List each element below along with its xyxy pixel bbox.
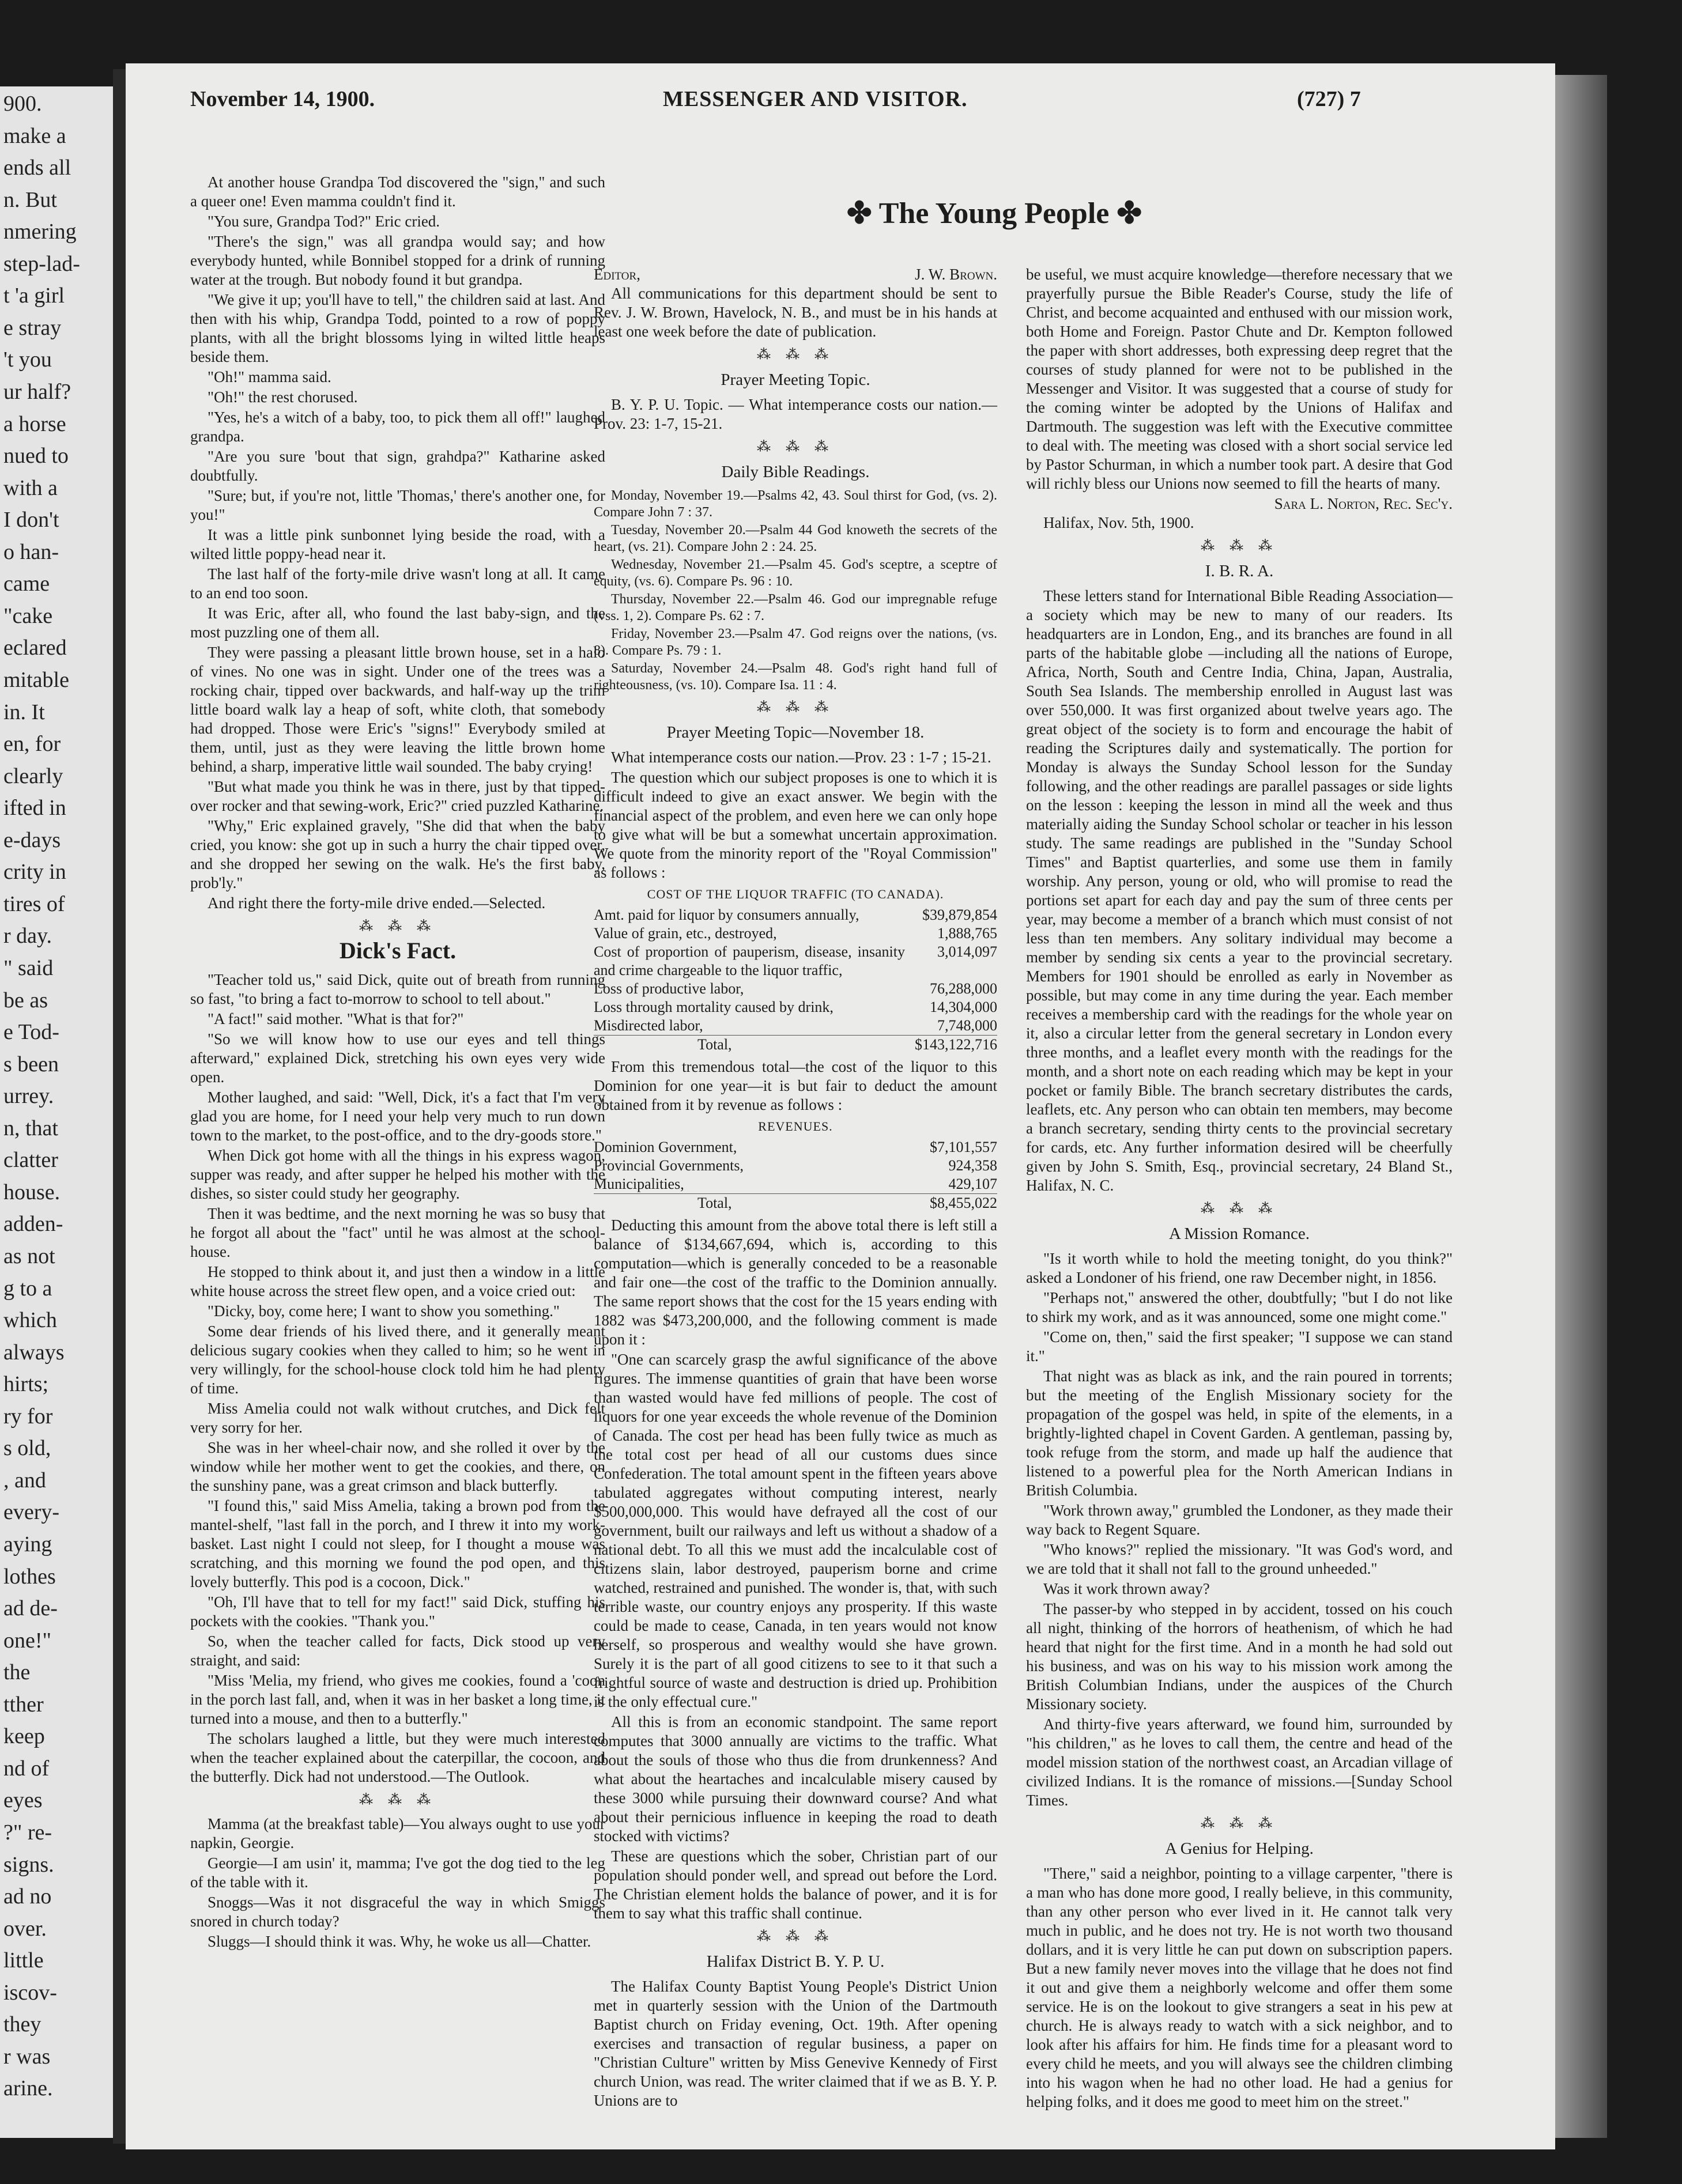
paragraph: "A fact!" said mother. "What is that for?" — [208, 1010, 464, 1027]
paragraph: Georgie—I am usin' it, mamma; I've got the dog tied to the leg of the table with it. — [190, 1854, 605, 1891]
editor-label: Editor, — [594, 266, 640, 283]
table-row-label: Provincial Governments, — [594, 1157, 744, 1174]
romance-title: A Mission Romance. — [1168, 1225, 1310, 1243]
ibra-title: I. B. R. A. — [1205, 562, 1274, 580]
left-page-text-fragment: n, that — [3, 1116, 58, 1140]
revenue-total-label: Total, — [697, 1195, 732, 1211]
paragraph: "There's the sign," was all grandpa would say; and how everybody hunted, while Bonnibel stopped for a drink of running water at the trough. But nobody found it but grandpa. — [190, 233, 605, 288]
paragraph: Wednesday, November 21.—Psalm 45. God's sceptre, a sceptre of equity, (vs. 6). Compare Ps. 96 : 10. — [594, 557, 997, 589]
paragraph: "So we will know how to use our eyes and tell things afterward," explained Dick, stretching his own eyes very wide open. — [190, 1030, 605, 1086]
paragraph: The scholars laughed a little, but they were much interested when the teacher explained about the caterpillar, the cocoon, and the butterfly. Dick had not understood.—The Outlook. — [190, 1730, 605, 1785]
header-title: MESSENGER AND VISITOR. — [663, 87, 968, 111]
ibra-paragraph: These letters stand for International Bible Reading Association—a society which may be new to many of our readers. Its headquarters are in London, Eng., and its branches are found in all parts of the habitable globe —including all the nations of Europe, Africa, North, South and Centre India, China, Japan, Australia, South Sea Islands. The membership enrolled in August last was over 550,000. It was first organized about twelve years ago. The great object of the society is to form and encourage the habit of reading the Scriptures daily and systematically. The portion for Monday is always the Sunday School lesson for the Sunday following, and the other readings are parallel passages or side lights on the lesson : keeping the lesson in mind all the week and thus materially aiding the Sunday School scholar or teacher in his lesson study. The same readings are published in the "Sunday School Times" and Baptist quarterlies, and some use them in family worship. Any person, young or old, who will promise to read the portions set apart for each day and pay the sum of three cents per year, may become a member of a branch which must consist of not less than ten members. Any solitary individual may become a member by sending six cents a year to the provincial secretary. Members for 1901 should be enrolled as early in November as possible, but may come in any time during the year. Each member receives a membership card with the readings for the whole year on it, also a circular letter from the general secretary in London every three months, and a leaflet every month with the readings for the month, and a short note on each reading which may be kept in your pocket or family Bible. The branch secretary distributes the cards, leaflets, etc. Any person who can obtain ten members, may become a branch secretary, sending thirty cents to the provincial secretary for cards, etc. Any further information desired will be cheerfully given by John S. Smith, Esq., provincial secretary, 24 Bland St., Halifax, N. C. — [1026, 587, 1453, 1194]
left-page-text-fragment: every- — [3, 1500, 60, 1524]
header-page-number: (727) 7 — [1297, 87, 1361, 111]
paragraph: It was a little pink sunbonnet lying beside the road, with a wilted little poppy-head near it. — [190, 526, 605, 562]
table-row-label: Municipalities, — [594, 1176, 684, 1192]
paragraph: She was in her wheel-chair now, and she rolled it over by the window while her mother went to get the cookies, and there, on the sunshiny pane, was a great crimson and black butterfly. — [190, 1439, 605, 1494]
left-page-text-fragment: nmering — [3, 220, 77, 244]
left-page-text-fragment: e-days — [3, 828, 61, 852]
section-title-text: The Young People — [878, 197, 1110, 230]
section-ornament: ⁂ ⁂ ⁂ — [1201, 539, 1278, 554]
table-row — [594, 1017, 997, 1035]
genius-title: A Genius for Helping. — [1165, 1839, 1314, 1858]
left-page-text-fragment: t 'a girl — [3, 284, 65, 308]
page-edge-shadow — [1555, 75, 1607, 2138]
table-row-value: 7,748,000 — [937, 1017, 997, 1034]
left-page-text-fragment: over. — [3, 1917, 47, 1941]
left-page-text-fragment: always — [3, 1340, 65, 1365]
left-page-text-fragment: ?" re- — [3, 1820, 52, 1845]
table-row-label: Loss of productive labor, — [594, 980, 744, 997]
paragraph: "Work thrown away," grumbled the Londoner, as they made their way back to Regent Square. — [1026, 1502, 1453, 1538]
table-row-label: Amt. paid for liquor by consumers annually, — [594, 906, 859, 923]
table-row — [594, 906, 997, 924]
topic-discussion — [594, 1216, 997, 1923]
table-row-value: $39,879,854 — [922, 906, 997, 923]
table-row-value: 14,304,000 — [930, 999, 997, 1015]
paragraph: "Who knows?" replied the missionary. "It was God's word, and we are told that it shall not fall to the ground unheeded." — [1026, 1541, 1453, 1577]
paragraph: "Is it worth while to hold the meeting tonight, do you think?" asked a Londoner of his friend, one raw December night, in 1856. — [1026, 1250, 1453, 1286]
romance-story — [1026, 1249, 1453, 1810]
left-page-text-fragment: clatter — [3, 1148, 58, 1172]
paragraph: The passer-by who stepped in by accident, tossed on his couch all night, thinking of the horrors of heathenism, of which he had heard that night for the first time. And in a month he had sold out his business, and was on his way to his mission work among the British Columbian Indians, under the auspices of the Church Missionary society. — [1026, 1600, 1453, 1713]
left-page-text-fragment: en, for — [3, 732, 61, 756]
paragraph: It was Eric, after all, who found the last baby-sign, and the most puzzling one of them all. — [190, 604, 605, 641]
column-3 — [1026, 265, 1453, 2113]
section-ornament: ⁂ ⁂ ⁂ — [757, 700, 834, 715]
story-title-dicks-fact: Dick's Fact. — [339, 938, 457, 963]
paragraph: "Why," Eric explained gravely, "She did that when the baby cried, you know: she got up in such a hurry the chair tipped over, and she dropped her sewing on the walk. He's the first baby, prob'ly." — [190, 817, 605, 891]
section-ornament: ⁂ ⁂ ⁂ — [757, 347, 834, 362]
table-row — [594, 943, 997, 980]
left-page-text-fragment: 't you — [3, 347, 52, 372]
left-page-text-fragment: s been — [3, 1052, 59, 1076]
cost-total-value: $143,122,716 — [915, 1036, 997, 1053]
cost-table — [594, 906, 997, 1035]
paragraph: The question which our subject proposes is one to which it is difficult indeed to give an exact answer. We begin with the financial aspect of the problem, and even here we can only hope to give what will be but a somewhat uncertain approximation. We quote from the minority report of the "Royal Commission" as follows : — [594, 769, 997, 881]
left-page-text-fragment: house. — [3, 1180, 61, 1204]
left-page-text-fragment: a horse — [3, 412, 66, 436]
revenue-intro: From this tremendous total—the cost of the liquor to this Dominion for one year—it is but fair to deduct the amount obtained from it by revenue as follows : — [594, 1058, 997, 1113]
left-page-text-fragment: keep — [3, 1724, 45, 1748]
paragraph: Tuesday, November 20.—Psalm 44 God knoweth the secrets of the heart, (vs. 21). Compare John 2 : 24. 25. — [594, 523, 997, 554]
paragraph: Then it was bedtime, and the next morning he was so busy that he forgot all about the "fact" until he was almost at the school-house. — [190, 1205, 605, 1260]
left-page-text-fragment: I don't — [3, 508, 59, 532]
jokes-section — [190, 1815, 605, 1951]
paragraph: Some dear friends of his lived there, and it generally meant delicious sugary cookies when they called to him; so he went in very willingly, for the school-house clock told him he had plenty of time. — [190, 1323, 605, 1397]
paragraph: What intemperance costs our nation.—Prov. 23 : 1-7 ; 15-21. — [611, 749, 991, 766]
halifax-title: Halifax District B. Y. P. U. — [706, 1952, 885, 1971]
left-page-text-fragment: make a — [3, 124, 66, 148]
left-page-text-fragment: which — [3, 1308, 57, 1332]
column-1 — [190, 173, 605, 1952]
left-page-text-fragment: arine. — [3, 2076, 53, 2100]
daily-readings-list — [594, 488, 997, 694]
left-page-text-fragment: e stray — [3, 316, 62, 340]
left-page-text-fragment: crity in — [3, 860, 66, 884]
left-page-text-fragment: the — [3, 1660, 31, 1684]
left-page-text-fragment: aying — [3, 1532, 52, 1556]
left-page-text-fragment: adden- — [3, 1212, 63, 1236]
paragraph: They were passing a pleasant little brown house, set in a halo of vines. No one was in sight. Under one of the trees was a rocking chair, tipped over backwards, and half-way up the trim little board walk lay a heap of soft, white cloth, that somebody had dropped. Those were Eric's "signs!" Everybody smiled at them, until, just as they were leaving the little brown home behind, a sharp, imperative little wail sounded. The baby crying! — [190, 644, 605, 775]
paragraph: That night was as black as ink, and the rain poured in torrents; but the meeting of the English Missionary society for the propagation of the gospel was held, in spite of the elements, in a brightly-lighted chapel in Covent Garden. A gentleman, passing by, took refuge from the storm, and made up half the audience that listened to a powerful plea for the North American Indians in British Columbia. — [1026, 1367, 1453, 1499]
prayer-topic-text: B. Y. P. U. Topic. — What intemperance costs our nation.—Prov. 23: 1-7, 15-21. — [594, 396, 997, 432]
paragraph: "I found this," said Miss Amelia, taking a brown pod from the mantel-shelf, "last fall in the porch, and I threw it into my work-basket. Last night I could not sleep, for I thought a mouse was scratching, and this morning we found the pod open, and this lovely butterfly. This pod is a cocoon, Dick." — [190, 1497, 605, 1590]
left-page-text-fragment: be as — [3, 988, 48, 1012]
table-row-label: Dominion Government, — [594, 1139, 737, 1155]
intro-paragraph: All communications for this department should be sent to Rev. J. W. Brown, Havelock, N. B., and must be in his hands at least one week before the date of publication. — [594, 285, 997, 340]
left-page-text-fragment: with a — [3, 476, 58, 500]
left-page-text-fragment: little — [3, 1948, 44, 1973]
table-row-value: 76,288,000 — [930, 980, 997, 997]
left-page-text-fragment: iscov- — [3, 1981, 57, 2005]
column-2 — [594, 265, 997, 2111]
left-page-text-fragment: hirts; — [3, 1372, 49, 1396]
paragraph: These are questions which the sober, Christian part of our population should ponder well, and spread out before the Lord. The Christian element holds the balance of power, and it is for them to say what this traffic shall continue. — [594, 1847, 997, 1922]
paragraph: "Teacher told us," said Dick, quite out of breath from running so fast, "to bring a fact to-morrow to school to tell about." — [190, 971, 605, 1007]
left-page-text-fragment: ad no — [3, 1884, 52, 1909]
table-row — [594, 1175, 997, 1193]
table-row-label: Loss through mortality caused by drink, — [594, 999, 834, 1015]
paragraph: "One can scarcely grasp the awful significance of the above figures. The immense quantities of grain that have been worse than wasted would have fed millions of people. The cost of liquors for one year exceeds the whole revenue of the Dominion of Canada. The cost per head has been fully twice as much as the total cost per head of all our customs dues since Confederation. The total amount spent in the fifteen years above tabulated aggregates without computing interest, nearly $500,000,000. This would have defrayed all the cost of our government, built our railways and left us without a shadow of a national debt. To all this we must add the incalculable cost of citizens slain, labor destroyed, pauperism borne and crime watched, restrained and punished. The wonder is, that, with such terrible waste, our country enjoys any prosperity. If this waste could be made to cease, Canada, in ten years would not know herself, so prosperous and wealthy would she have grown. Surely it is the part of all good citizens to see to it that such a frightful source of waste and destruction is dried up. Prohibition is the only effectual cure." — [594, 1351, 997, 1710]
left-page-text-fragment: ur half? — [3, 380, 71, 404]
paragraph: "We give it up; you'll have to tell," the children said at last. And then with his whip, Grandpa Todd, pointed to a row of poppy plants, with all the bright blossoms lying in wilted little heaps beside them. — [190, 291, 605, 365]
left-page-text-fragment: e Tod- — [3, 1020, 59, 1044]
revenue-table — [594, 1138, 997, 1193]
header-date: November 14, 1900. — [190, 87, 375, 111]
report-place-date: Halifax, Nov. 5th, 1900. — [1043, 514, 1194, 531]
paragraph: Snoggs—Was it not disgraceful the way in which Smiggs snored in church today? — [190, 1894, 605, 1930]
left-page-text-fragment: one!" — [3, 1628, 52, 1653]
table-row — [594, 924, 997, 943]
table-row-value: 429,107 — [948, 1176, 997, 1192]
paragraph: "Oh!" mamma said. — [208, 368, 331, 386]
table-row-value: 3,014,097 — [937, 943, 997, 960]
section-ornament: ⁂ ⁂ ⁂ — [757, 440, 834, 455]
revenue-total-value: $8,455,022 — [930, 1195, 997, 1211]
editor-name: J. W. Brown. — [915, 266, 997, 283]
section-ornament: ⁂ ⁂ ⁂ — [359, 919, 436, 934]
cost-table-heading: COST OF THE LIQUOR TRAFFIC (TO CANADA). — [647, 887, 944, 901]
paragraph: Deducting this amount from the above total there is left still a balance of $134,667,694, which is, according to this computation—which is generally conceded to be a reasonable and fair one—the cost of the traffic to the Dominion annually. The same report shows that the cost for the 15 years ending with 1882 was $473,200,000, and the following comment is made upon it : — [594, 1216, 997, 1348]
left-page-text-fragment: came — [3, 572, 50, 596]
paragraph: Mamma (at the breakfast table)—You always ought to use your napkin, Georgie. — [190, 1815, 605, 1852]
left-page-text-fragment: tires of — [3, 892, 65, 916]
paragraph: "Oh!" the rest chorused. — [208, 388, 358, 406]
left-page-margin — [0, 86, 113, 2138]
topic-nov18-text — [594, 748, 997, 882]
halifax-continued: be useful, we must acquire knowledge—therefore necessary that we prayerfully pursue the Bible Reader's Course, study the life of Christ, and become acquainted and enthused with our mission work, both Home and Foreign. Pastor Chute and Dr. Kempton followed the paper with short addresses, both expressing deep regret that the courses of study planned for were not to be published in the Messenger and Visitor. It was suggested that a course of study for the coming winter be adopted by the Unions of Halifax and Dartmouth. The suggestion was left with the Executive committee to deal with. The meeting was closed with a short social service led by Pastor Schurman, in which a number took part. A desire that God will richly bless our Unions now seemed to fill the hearts of many. — [1026, 266, 1453, 492]
left-page-text-fragment: r was — [3, 2045, 51, 2069]
paragraph: Thursday, November 22.—Psalm 46. God our impregnable refuge (vss. 1, 2). Compare Ps. 62 : 7. — [594, 592, 997, 624]
left-page-text-fragment: ends all — [3, 156, 71, 180]
paragraph: He stopped to think about it, and just then a window in a little white house across the street flew open, and a voice cried out: — [190, 1263, 605, 1299]
paragraph: "Come on, then," said the first speaker; "I suppose we can stand it." — [1026, 1328, 1453, 1365]
table-row-label: Misdirected labor, — [594, 1017, 703, 1034]
left-page-text-fragment: in. It — [3, 700, 45, 724]
cost-total-row — [594, 1035, 997, 1054]
paragraph: "Sure; but, if you're not, little 'Thomas,' there's another one, for you!" — [190, 487, 605, 523]
paragraph: The last half of the forty-mile drive wasn't long at all. It came to an end too soon. — [190, 565, 605, 602]
left-page-text-fragment: urrey. — [3, 1084, 54, 1108]
left-page-text-fragment: mitable — [3, 668, 69, 692]
section-ornament: ⁂ ⁂ ⁂ — [1201, 1201, 1278, 1216]
table-row — [594, 980, 997, 998]
genius-paragraph: "There," said a neighbor, pointing to a village carpenter, "there is a man who has done more good, I really believe, in this community, than any other person who ever lived in it. He cannot talk very much in public, and he does not try. He is not worth two thousand dollars, and it is very little he can put down on subscription papers. But a new family never moves into the village that he does not find it out and give them a neighborly welcome and offer them some service. He is on the lookout to give strangers a seat in his pew at church. He is always ready to watch with a sick neighbor, and to look after his affairs for him. He finds time for a pleasant word to every child he meets, and you will always see the children climbing into his wagon when he had no other load. He had a genius for helping folks, and it does me good to meet him on the street." — [1026, 1865, 1453, 2110]
paragraph: Miss Amelia could not walk without crutches, and Dick felt very sorry for her. — [190, 1400, 605, 1436]
left-page-text-fragment: ifted in — [3, 796, 66, 820]
section-ornament: ⁂ ⁂ ⁂ — [757, 1929, 834, 1944]
daily-readings-title: Daily Bible Readings. — [721, 463, 870, 481]
table-row-value: 1,888,765 — [937, 925, 997, 942]
revenue-total-row — [594, 1193, 997, 1212]
paragraph: "Are you sure 'bout that sign, grahdpa?" Katharine asked doubtfully. — [190, 448, 605, 484]
paragraph: All this is from an economic standpoint. The same report computes that 3000 annually are victims to the traffic. What about the souls of those who thus die from drunkenness? And what about the heartaches and incalculable misery caused by these 3000 while pursuing their downward course? And what about their pernicious influence in keeping the road to death stocked with victims? — [594, 1713, 997, 1845]
left-page-text-fragment: ad de- — [3, 1596, 58, 1620]
report-signature: Sara L. Norton, Rec. Sec'y. — [1274, 495, 1453, 512]
paragraph: "Dicky, boy, come here; I want to show you something." — [208, 1302, 560, 1320]
table-row-value: $7,101,557 — [930, 1139, 997, 1155]
ornament-icon: ✤ — [1109, 197, 1142, 230]
left-page-text-fragment: step-lad- — [3, 252, 80, 276]
section-ornament: ⁂ ⁂ ⁂ — [1201, 1816, 1278, 1831]
book-gutter — [113, 69, 126, 2144]
left-page-text-fragment: nd of — [3, 1756, 50, 1781]
left-page-text-fragment: nued to — [3, 444, 69, 468]
left-page-text-fragment: ry for — [3, 1404, 53, 1429]
left-page-text-fragment: tther — [3, 1692, 44, 1717]
left-page-text-fragment: g to a — [3, 1276, 52, 1301]
left-page-text-fragment: 900. — [3, 92, 42, 116]
editor-line — [594, 265, 997, 284]
section-ornament: ⁂ ⁂ ⁂ — [359, 1793, 436, 1808]
left-page-text-fragment: n. But — [3, 188, 57, 212]
story-grandpa-tod — [190, 173, 605, 913]
table-row — [594, 1157, 997, 1175]
paragraph: So, when the teacher called for facts, Dick stood up very straight, and said: — [190, 1633, 605, 1669]
paragraph: Was it work thrown away? — [1043, 1580, 1210, 1597]
paragraph: "Oh, I'll have that to tell for my fact!" said Dick, stuffing his pockets with the cookies. "Thank you." — [190, 1593, 605, 1630]
story-dicks-fact — [190, 970, 605, 1786]
table-row-label: Cost of proportion of pauperism, disease, insanity and crime chargeable to the liquor traffic, — [594, 943, 905, 978]
left-page-text-fragment: r day. — [3, 924, 52, 948]
left-page-text-fragment: " said — [3, 956, 54, 980]
left-page-text-fragment: "cake — [3, 604, 53, 628]
table-row-label: Value of grain, etc., destroyed, — [594, 925, 777, 942]
topic-nov18-title: Prayer Meeting Topic—November 18. — [666, 723, 925, 742]
halifax-paragraph: The Halifax County Baptist Young People's District Union met in quarterly session with the Union of the Dartmouth Baptist church on Friday evening, Oct. 19th. After opening exercises and transaction of regular business, a paper on "Christian Culture" written by Miss Genevive Kennedy of First church Union, was read. The writer claimed that if we as B. Y. P. Unions are to — [594, 1978, 997, 2109]
revenue-table-heading: REVENUES. — [758, 1119, 833, 1133]
cost-total-label: Total, — [697, 1036, 732, 1053]
paragraph: "Yes, he's a witch of a baby, too, to pick them all off!" laughed grandpa. — [190, 409, 605, 445]
paragraph: "But what made you think he was in there, just by that tipped-over rocker and that sewing-work, Eric?" cried puzzled Katharine. — [190, 778, 605, 814]
left-page-text-fragment: they — [3, 2012, 42, 2036]
prayer-topic-title: Prayer Meeting Topic. — [721, 371, 870, 389]
paragraph: Monday, November 19.—Psalms 42, 43. Soul thirst for God, (vs. 2). Compare John 7 : 37. — [594, 488, 997, 520]
paragraph: When Dick got home with all the things in his express wagon, supper was ready, and after supper he helped his mother with the dishes, so sister could study her geography. — [190, 1147, 605, 1202]
paragraph: Friday, November 23.—Psalm 47. God reigns over the nations, (vs. 8). Compare Ps. 79 : 1. — [594, 626, 997, 658]
table-row-value: 924,358 — [948, 1157, 997, 1174]
paragraph: "Perhaps not," answered the other, doubtfully; "but I do not like to shirk my work, and as it was announced, some one might come." — [1026, 1289, 1453, 1325]
left-page-text-fragment: o han- — [3, 540, 59, 564]
left-page-text-fragment: , and — [3, 1468, 46, 1492]
paragraph: Sluggs—I should think it was. Why, he woke us all—Chatter. — [208, 1933, 591, 1950]
left-page-text-fragment: eclared — [3, 636, 67, 660]
left-page-text-fragment: clearly — [3, 764, 63, 788]
left-page-text-fragment: lothes — [3, 1565, 56, 1589]
paragraph: "You sure, Grandpa Tod?" Eric cried. — [208, 213, 440, 230]
paragraph: Mother laughed, and said: "Well, Dick, it's a fact that I'm very glad you are home, for I need your help very much to run down town to the market, to the post-office, and to the dry-goods store." — [190, 1089, 605, 1144]
ornament-icon: ✤ — [847, 197, 879, 230]
section-title — [807, 196, 1182, 231]
paragraph: Saturday, November 24.—Psalm 48. God's right hand full of righteousness, (vs. 10). Compare Isa. 11 : 4. — [594, 661, 997, 693]
left-page-text-fragment: signs. — [3, 1853, 54, 1877]
left-page-text-fragment: as not — [3, 1244, 55, 1268]
table-row — [594, 1138, 997, 1157]
left-page-text-fragment: s old, — [3, 1436, 51, 1460]
table-row — [594, 998, 997, 1017]
paragraph: "Miss 'Melia, my friend, who gives me cookies, found a 'coon in the porch last fall, and, when it was in her basket a long time, it turned into a mouse, and then to a butterfly." — [190, 1672, 605, 1727]
left-page-text-fragment: eyes — [3, 1788, 43, 1812]
paragraph: And thirty-five years afterward, we found him, surrounded by "his children," as he loves to call them, the centre and head of the model mission station of the northwest coast, an Arcadian village of civilized Indians. It is the romance of missions.—[Sunday School Times. — [1026, 1716, 1453, 1809]
paragraph: At another house Grandpa Tod discovered the "sign," and such a queer one! Even mamma couldn't find it. — [190, 173, 605, 210]
paragraph: And right there the forty-mile drive ended.—Selected. — [208, 894, 546, 912]
